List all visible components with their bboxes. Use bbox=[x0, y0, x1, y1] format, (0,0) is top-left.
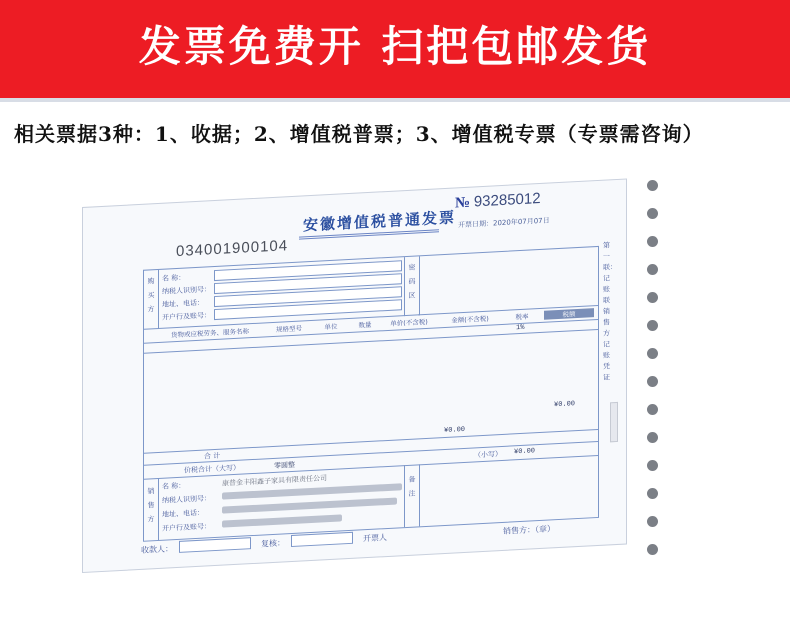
seller-bank-label: 开户行及账号： bbox=[162, 522, 211, 533]
promo-banner bbox=[0, 0, 790, 98]
remark-label-cell bbox=[404, 464, 420, 527]
total-words-label: 价税合计（大写） bbox=[184, 463, 240, 475]
payee-label: 收款人： bbox=[141, 544, 173, 555]
reviewer-field[interactable] bbox=[291, 532, 353, 547]
tax-rate-value: 1% bbox=[516, 323, 525, 333]
header-spec: 规格型号 bbox=[276, 324, 302, 334]
seller-section bbox=[144, 478, 159, 541]
date-label: 开票日期： bbox=[458, 219, 493, 230]
banner-text: 发票免费开 扫把包邮发货 bbox=[138, 22, 652, 71]
scrollbar[interactable] bbox=[610, 402, 618, 442]
header-amount: 金额(不含税) bbox=[451, 314, 489, 325]
seller-bank-blurred bbox=[222, 514, 342, 527]
reviewer-label: 复核： bbox=[261, 538, 285, 549]
seller-section-label: 销售方 bbox=[147, 487, 155, 524]
seller-stamp-label: 销售方：（章） bbox=[503, 524, 555, 536]
password-zone-text: 密码区 bbox=[408, 263, 416, 300]
amount-total: ¥0.00 bbox=[444, 425, 466, 436]
header-tax: 税额 bbox=[544, 308, 594, 320]
invoice-paper bbox=[82, 178, 627, 573]
total-words-value: 零圆整 bbox=[274, 461, 295, 471]
date-value: 2020年07月07日 bbox=[493, 216, 550, 228]
invoice-number bbox=[455, 190, 541, 212]
tax-total: ¥0.00 bbox=[554, 400, 576, 410]
buyer-tax-label: 纳税人识别号： bbox=[162, 285, 211, 296]
number-value: 93285012 bbox=[473, 189, 541, 211]
header-qty: 数量 bbox=[358, 320, 372, 330]
password-zone bbox=[418, 247, 598, 315]
seller-tax-label: 纳税人识别号： bbox=[162, 494, 211, 505]
header-tax-rate: 税率 bbox=[515, 312, 529, 322]
payee-field[interactable] bbox=[179, 537, 251, 553]
buyer-section bbox=[144, 270, 159, 330]
invoice-title: 安徽增值税普通发票 bbox=[303, 208, 457, 235]
small-amount-label: （小写） bbox=[474, 449, 502, 460]
header-unit: 单位 bbox=[324, 322, 338, 332]
paper-feed-holes-right bbox=[647, 180, 661, 572]
buyer-addr-label: 地址、电话： bbox=[162, 298, 204, 309]
total-label: 合 计 bbox=[204, 451, 221, 461]
number-sign: № bbox=[455, 194, 471, 212]
issue-date bbox=[458, 215, 550, 230]
invoice-code: 034001900104 bbox=[176, 237, 289, 261]
copy-note: 第一联：记账联 销售方记账凭证 bbox=[603, 241, 617, 382]
invoice-types-note: 相关票据3种：1、收据；2、增值税普票；3、增值税专票（专票需咨询） bbox=[14, 122, 704, 146]
seller-addr-blurred bbox=[222, 497, 397, 513]
seller-addr-label: 地址、电话： bbox=[162, 508, 204, 519]
remark-label: 备注 bbox=[408, 475, 416, 498]
seller-name-value: 康普金丰阳鑫子家具有限责任公司 bbox=[222, 475, 327, 489]
header-price: 单价(不含税) bbox=[390, 317, 428, 328]
seller-name-label: 名 称： bbox=[162, 481, 186, 491]
header-item-name: 货物或应税劳务、服务名称 bbox=[171, 327, 249, 340]
buyer-bank-label: 开户行及账号： bbox=[162, 311, 211, 322]
issuer-label: 开票人 bbox=[363, 533, 387, 544]
buyer-name-label: 名 称： bbox=[162, 273, 186, 283]
small-amount-value: ¥0.00 bbox=[514, 447, 536, 457]
invoice-table bbox=[143, 246, 599, 542]
buyer-section-label: 购买方 bbox=[147, 277, 155, 314]
